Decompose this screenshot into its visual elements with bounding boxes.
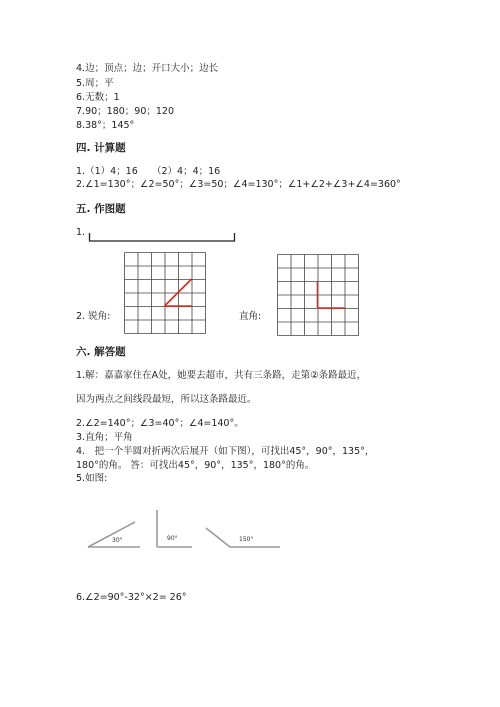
acute-angle-label: 2. 锐角: <box>76 311 111 322</box>
q1-line-2: 因为两点之间线段最短，所以这条路最近。 <box>76 394 257 405</box>
section-4-title: 四. 计算题 <box>76 142 126 154</box>
angle-label-30: 30° <box>112 537 123 544</box>
q6-answer: 6.∠2=90°-32°×2= 26° <box>76 592 187 603</box>
item-1-label: 1. <box>76 227 86 238</box>
section-5-title: 五. 作图题 <box>76 203 126 215</box>
q4-line-1: 4. 把一个半圆对折两次后展开（如下图），可找出45°，90°，135°， <box>76 446 375 457</box>
answer-8: 8.38°；145° <box>76 120 135 131</box>
q1-line-1: 1.解：嘉嘉家住在A处，她要去超市，共有三条路，走第②条路最近， <box>76 370 367 381</box>
q5-label: 5.如图: <box>76 473 108 484</box>
q3-answer: 3.直角；平角 <box>76 432 133 443</box>
q4-line-2: 180°的角。 答：可找出45°，90°，135°，180°的角。 <box>76 460 315 471</box>
answer-7: 7.90；180；90；120 <box>76 106 175 117</box>
section-4-line-1: 1.（1）4；16 （2）4；4；16 <box>76 166 221 177</box>
acute-angle-ray-diagonal <box>165 279 192 306</box>
right-angle-grid <box>277 254 365 334</box>
answer-5: 5.周；平 <box>76 78 114 89</box>
angle-label-150: 150° <box>239 536 254 543</box>
answer-6: 6.无数；1 <box>76 92 120 103</box>
right-angle-label: 直角: <box>239 311 262 322</box>
angle-label-90: 90° <box>167 535 178 542</box>
acute-angle-grid <box>124 252 212 332</box>
q2-answer: 2.∠2=140°；∠3=40°；∠4=140°。 <box>76 418 244 429</box>
folded-angles-figure <box>80 500 300 560</box>
section-6-title: 六. 解答题 <box>76 346 126 358</box>
answer-4: 4.边；顶点；边；开口大小；边长 <box>76 63 219 74</box>
section-4-line-2: 2.∠1=130°；∠2=50°；∠3=50；∠4=130°；∠1+∠2+∠3+∠4=360° <box>76 179 401 190</box>
